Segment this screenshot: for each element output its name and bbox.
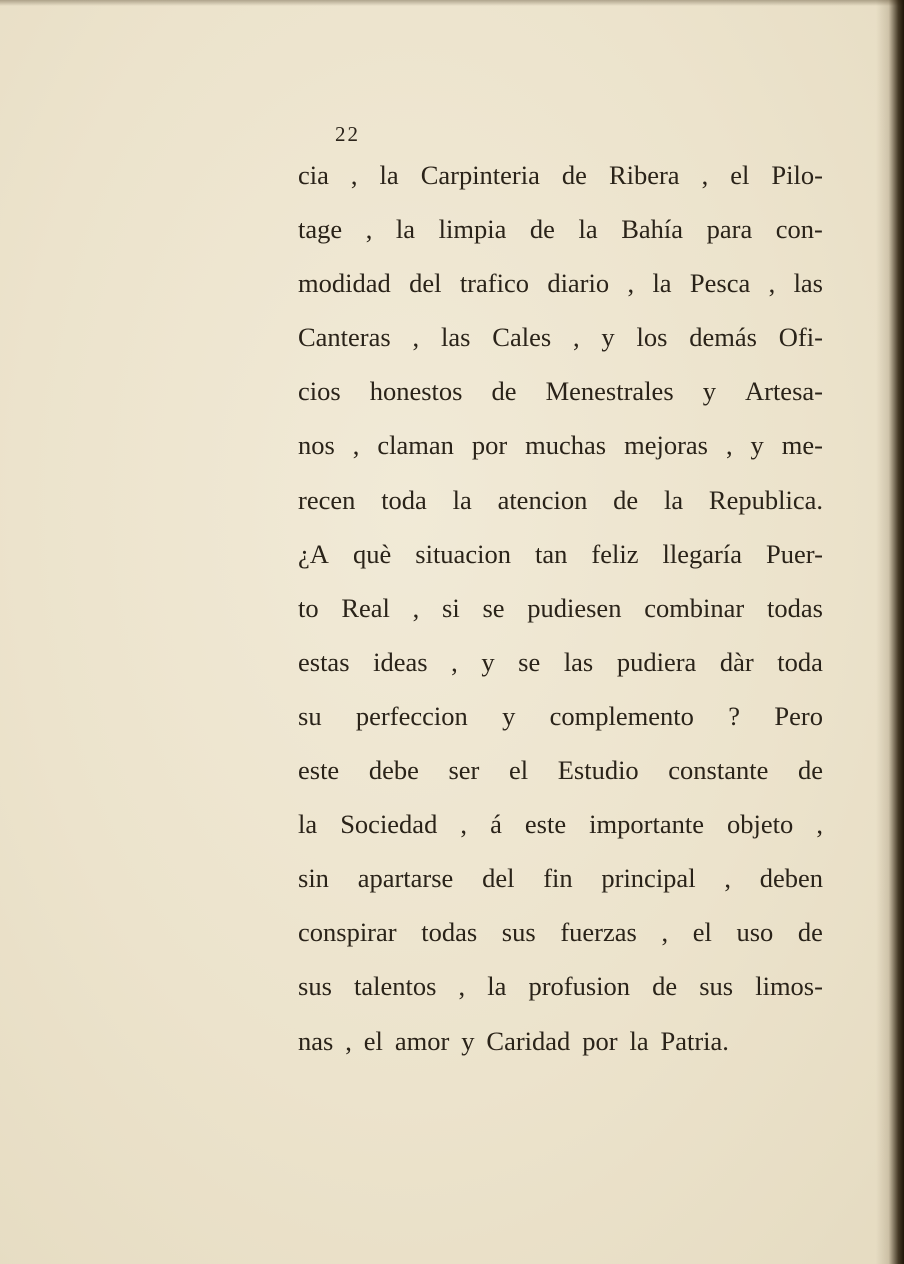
text-word: del [409, 268, 442, 299]
text-word: ideas [373, 646, 428, 677]
text-line [298, 473, 823, 527]
text-word: tage [298, 214, 343, 245]
text-word: , [701, 160, 709, 190]
text-word: , [365, 214, 373, 245]
text-word: , [572, 322, 580, 353]
text-word: nos [298, 430, 335, 461]
text-word: y [461, 1025, 475, 1056]
text-word: cios [298, 376, 341, 407]
text-line [298, 1014, 823, 1068]
text-word: y [502, 700, 516, 731]
text-word: de [797, 917, 823, 948]
text-word: Artesa- [744, 376, 823, 407]
text-line [298, 851, 823, 905]
text-word: , [627, 268, 635, 299]
text-word: con- [775, 214, 823, 245]
text-word: deben [759, 863, 823, 894]
body-text [298, 148, 823, 1068]
text-word: la [629, 1025, 649, 1056]
text-word: , [458, 971, 466, 1002]
text-word: demás [689, 322, 757, 353]
text-line [298, 418, 823, 472]
text-word: á [490, 809, 502, 840]
text-word: modidad [298, 268, 391, 299]
text-word: las [793, 268, 823, 299]
text-word: de [491, 376, 517, 407]
text-word: , [725, 430, 733, 461]
text-line [298, 635, 823, 689]
text-word: me- [781, 430, 823, 461]
text-word: amor [394, 1025, 450, 1056]
text-word: de [561, 160, 587, 190]
text-line [298, 364, 823, 418]
text-word: estas [298, 646, 350, 677]
text-word: muchas [525, 430, 607, 461]
text-word: toda [381, 484, 427, 515]
text-word: el [508, 755, 529, 786]
text-word: la [652, 268, 672, 299]
text-word: sus [298, 971, 332, 1002]
text-line [298, 527, 823, 581]
text-word: , [724, 863, 731, 894]
text-word: de [652, 971, 678, 1002]
text-word: por [471, 430, 508, 461]
text-word: el [692, 917, 712, 948]
page-top-shadow [0, 0, 904, 6]
text-word: y [702, 376, 716, 407]
text-word: y [481, 646, 495, 677]
text-word: limpia [438, 214, 507, 245]
text-word: , [412, 592, 420, 623]
text-word: Real [341, 592, 390, 623]
text-word: Caridad [486, 1025, 571, 1056]
text-word: la [298, 809, 318, 840]
text-word: claman [377, 430, 454, 461]
text-word: Sociedad [340, 809, 438, 840]
text-word: la [395, 214, 416, 245]
text-word: feliz [591, 538, 639, 569]
text-word: las [441, 322, 471, 353]
text-word: to [298, 592, 319, 623]
text-word: fuerzas [560, 917, 637, 948]
text-word: Estudio [557, 755, 639, 786]
text-word: Pero [774, 700, 823, 731]
text-word: , [460, 809, 468, 840]
text-word: perfeccion [355, 700, 468, 731]
text-word: , [412, 322, 420, 353]
text-word: limos- [755, 971, 823, 1002]
text-word: Republica. [708, 484, 823, 515]
text-word: se [518, 646, 541, 677]
text-word: Canteras [298, 322, 391, 353]
text-line [298, 310, 823, 364]
text-word: Bahía [621, 214, 684, 245]
text-word: profusion [528, 971, 631, 1002]
text-word: Ribera [608, 160, 680, 190]
text-word: constante [668, 755, 769, 786]
text-word: Patria. [660, 1025, 729, 1056]
text-word: para [706, 214, 753, 245]
text-word: Pilo- [771, 160, 823, 190]
text-line [298, 202, 823, 256]
text-line [298, 905, 823, 959]
text-word: apartarse [357, 863, 454, 894]
text-line [298, 959, 823, 1013]
text-word: importante [589, 809, 704, 840]
text-word: los [636, 322, 668, 353]
text-word: honestos [369, 376, 463, 407]
text-word: dàr [719, 646, 754, 677]
text-word: ? [728, 700, 741, 731]
text-word: objeto [727, 809, 794, 840]
text-word: Menestrales [545, 376, 674, 407]
text-word: y [750, 430, 764, 461]
text-word: tan [535, 538, 568, 569]
text-word: recen [298, 484, 356, 515]
text-word: sus [501, 917, 536, 948]
text-word: fin [543, 863, 573, 894]
text-word: diario [547, 268, 610, 299]
text-word: atencion [497, 484, 588, 515]
text-word: , [661, 917, 669, 948]
text-word: todas [767, 592, 823, 623]
text-word: què [352, 538, 392, 569]
text-word: conspirar [298, 917, 397, 948]
text-word: nas [298, 1025, 334, 1056]
text-line [298, 797, 823, 851]
text-word: todas [421, 917, 478, 948]
text-word: ¿A [298, 538, 329, 569]
text-word: , [816, 809, 823, 840]
text-word: combinar [644, 592, 745, 623]
text-line [298, 256, 823, 310]
text-word: Carpinteria [420, 160, 540, 190]
text-word: la [379, 160, 399, 190]
text-word: la [663, 484, 684, 515]
text-word: Pesca [689, 268, 751, 299]
text-word: Puer- [766, 538, 823, 569]
text-word: llegaría [662, 538, 742, 569]
text-word: debe [368, 755, 419, 786]
text-word: complemento [549, 700, 694, 731]
text-word: este [524, 809, 567, 840]
text-line [298, 148, 823, 202]
text-word: de [797, 755, 823, 786]
page-number: 22 [335, 122, 360, 146]
text-word: uso [736, 917, 774, 948]
text-word: ser [448, 755, 480, 786]
text-word: del [482, 863, 515, 894]
text-word: trafico [459, 268, 529, 299]
text-word: situacion [415, 538, 511, 569]
text-word: mejoras [624, 430, 708, 461]
text-word: talentos [353, 971, 437, 1002]
text-word: , [451, 646, 458, 677]
text-word: el [363, 1025, 383, 1056]
text-word: cia [298, 160, 329, 190]
text-word: se [482, 592, 505, 623]
text-word: las [563, 646, 594, 677]
text-word: , [768, 268, 776, 299]
text-word: por [582, 1025, 618, 1056]
text-word: Ofi- [778, 322, 823, 353]
text-word: , [350, 160, 358, 190]
text-line [298, 743, 823, 797]
text-word: pudiesen [527, 592, 622, 623]
text-word: toda [777, 646, 823, 677]
page-edge-shadow [876, 0, 904, 1264]
text-word: la [578, 214, 598, 245]
text-word: sin [298, 863, 329, 894]
text-line [298, 581, 823, 635]
text-word: y [601, 322, 615, 353]
text-word: el [730, 160, 750, 190]
text-word: la [487, 971, 507, 1002]
text-word: principal [601, 863, 696, 894]
text-word: de [529, 214, 555, 245]
text-line [298, 689, 823, 743]
text-word: sus [699, 971, 734, 1002]
text-word: , [352, 430, 360, 461]
text-word: de [613, 484, 639, 515]
text-word: la [452, 484, 472, 515]
text-word: este [298, 755, 340, 786]
text-word: su [298, 700, 322, 731]
text-word: si [442, 592, 460, 623]
text-word: , [345, 1025, 352, 1056]
text-word: Cales [492, 322, 552, 353]
text-word: pudiera [616, 646, 697, 677]
